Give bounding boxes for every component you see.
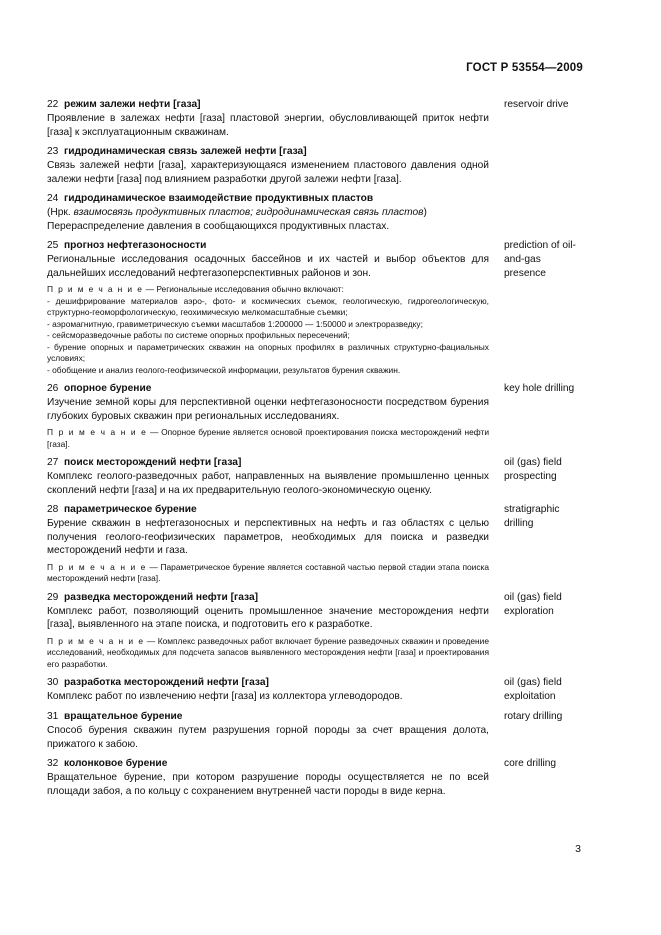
- term-definition: Проявление в залежах нефти [газа] пластовой энергии, обусловливающей приток нефти [газа] к эксплуатационным скважинам.: [47, 113, 489, 138]
- term-title: 32 колонковое бурение: [47, 758, 168, 769]
- english-equivalent: prediction of oil-and-gas presence: [504, 240, 576, 279]
- term-name: колонковое бурение: [64, 758, 168, 769]
- term-title: 25 прогноз нефтегазоносности: [47, 240, 207, 251]
- terms-list: [47, 98, 582, 804]
- term-definition: Вращательное бурение, при котором разрушение породы осуществляется не по всей площади забоя, а по кольцу с сохранением внутренней части породы в виде керна.: [47, 772, 489, 797]
- term-name: разведка месторождений нефти [газа]: [64, 591, 259, 603]
- term-name: гидродинамическая связь залежей нефти [газа]: [64, 146, 307, 157]
- term-entry-29: [47, 591, 582, 671]
- term-title: 27 поиск месторождений нефти [газа]: [47, 457, 242, 468]
- english-equivalent: oil (gas) field exploration: [504, 591, 562, 617]
- page-number: 3: [575, 843, 581, 855]
- note-line: - сейсморазведочные работы по системе опорных профильных пересечений;: [47, 330, 350, 340]
- english-equivalent: rotary drilling: [504, 711, 563, 722]
- term-entry-25: [47, 239, 582, 376]
- term-name: разработка месторождений нефти [газа]: [64, 677, 269, 688]
- term-entry-30: [47, 676, 582, 704]
- term-title: 22 режим залежи нефти [газа]: [47, 99, 201, 110]
- note-label: П р и м е ч а н и е: [47, 561, 147, 572]
- english-equivalent: key hole drilling: [504, 383, 575, 394]
- english-equivalent: [504, 192, 582, 233]
- term-entry-32: [47, 757, 582, 798]
- term-title: 24 гидродинамическое взаимодействие продуктивных пластов: [47, 193, 374, 204]
- term-name: поиск месторождений нефти [газа]: [64, 457, 242, 468]
- term-name: вращательное бурение: [64, 711, 183, 722]
- term-title: 28 параметрическое бурение: [47, 504, 197, 515]
- term-name: гидродинамическое взаимодействие продуктивных пластов: [64, 193, 374, 204]
- term-entry-28: [47, 503, 582, 585]
- note-label: П р и м е ч а н и е: [47, 284, 144, 294]
- term-entry-23: [47, 145, 582, 186]
- term-entry-22: [47, 98, 582, 139]
- term-note: П р и м е ч а н и е — Региональные исследования обычно включают: - дешифрирование материалов аэро-, фото- и космических съемок, геологическую, гидрогеологическую, структурно-геоморфологическую, геохимическую мелкомасштабные съемки; - аэромагнитную, гравиметрическую съемки масштабов 1:200000 — 1:50000 и электроразведку; - сейсморазведочные работы по системе опорных профильных пересечений; - бурение опорных и параметрических скважин на опорных профилях в различных структурно-фациальных условиях; - обобщение и анализ геолого-геофизической информации, результатов бурения скважин.: [47, 284, 489, 375]
- note-line: - аэромагнитную, гравиметрическую съемки масштабов 1:200000 — 1:50000 и электроразведку;: [47, 318, 423, 329]
- term-definition: Перераспределение давления в сообщающихся продуктивных пластах.: [47, 220, 390, 232]
- note-label: П р и м е ч а н и е: [47, 635, 145, 646]
- term-entry-31: [47, 710, 582, 751]
- note-line: - обобщение и анализ геолого-геофизической информации, результатов бурения скважин.: [47, 364, 401, 375]
- term-definition: Комплекс работ по извлечению нефти [газа] из коллектора углеводородов.: [47, 691, 403, 702]
- term-definition: Связь залежей нефти [газа], характеризующаяся изменением пластового давления одной залежи нефти [газа] под влиянием разработки другой залежи нефти [газа].: [47, 160, 489, 185]
- nonrecommended-terms: (Нрк. взаимосвязь продуктивных пластов; гидродинамическая связь пластов): [47, 207, 427, 218]
- english-equivalent: oil (gas) field prospecting: [504, 457, 562, 482]
- term-entry-26: [47, 382, 582, 450]
- english-equivalent: stratigraphic drilling: [504, 504, 560, 529]
- english-equivalent: oil (gas) field exploitation: [504, 677, 562, 702]
- english-equivalent: [504, 145, 582, 186]
- term-definition: Бурение скважин в нефтегазоносных и перспективных на нефть и газ областях с целью получения геолого-геофизических параметров, необходимых для поиска и разведки месторождений нефти и газа.: [47, 518, 489, 556]
- english-equivalent: reservoir drive: [504, 99, 569, 110]
- note-line: - бурение опорных и параметрических скважин на опорных профилях в различных структурно-фациальных условиях;: [47, 341, 489, 363]
- term-name: режим залежи нефти [газа]: [64, 99, 201, 110]
- term-definition: Региональные исследования осадочных бассейнов и их частей и выбор объектов для дальнейших исследований нефтегазоперспективных районов и зон.: [47, 254, 489, 279]
- english-equivalent: core drilling: [504, 758, 557, 769]
- term-entry-24: [47, 192, 582, 233]
- term-definition: Изучение земной коры для перспективной оценки нефтегазоносности посредством бурения глубоких буровых скважин при региональных исследованиях.: [47, 397, 489, 422]
- note-label: П р и м е ч а н и е: [47, 427, 148, 437]
- term-definition: Комплекс работ, позволяющий оценить промышленное значение месторождения нефти [газа], выявленного на этапе поиска, и подготовить его к разработке.: [47, 605, 489, 630]
- term-note: П р и м е ч а н и е — Параметрическое бурение является составной частью первой стадии этапа поиска месторождений нефти [газа].: [47, 561, 490, 583]
- term-entry-27: [47, 456, 582, 497]
- term-note: П р и м е ч а н и е — Опорное бурение является основой проектирования поиска месторождений нефти [газа].: [47, 427, 489, 449]
- term-definition: Способ бурения скважин путем разрушения горной породы за счет вращения долота, прижатого к забою.: [47, 725, 489, 750]
- term-title: 23 гидродинамическая связь залежей нефти [газа]: [47, 146, 307, 157]
- note-line: - дешифрирование материалов аэро-, фото- и космических съемок, геологическую, гидрогеологическую, структурно-геоморфологическую, геохимическую мелкомасштабные съемки;: [47, 295, 489, 317]
- term-name: опорное бурение: [64, 383, 152, 394]
- term-definition: Комплекс геолого-разведочных работ, направленных на выявление промышленно ценных скоплений нефти [газа] и на их предварительную геолого-экономическую оценку.: [47, 471, 489, 496]
- term-note: П р и м е ч а н и е — Комплекс разведочных работ включает бурение разведочных скважин и проведение исследований, необходимых для подсчета запасов выявленного месторождения нефти [газа] и проектирования его разработки.: [47, 635, 489, 669]
- term-name: параметрическое бурение: [64, 504, 197, 515]
- term-title: 26 опорное бурение: [47, 383, 152, 394]
- document-header: ГОСТ Р 53554—2009: [466, 62, 583, 74]
- term-title: 29 разведка месторождений нефти [газа]: [47, 591, 259, 603]
- term-title: 31 вращательное бурение: [47, 711, 183, 722]
- term-title: 30 разработка месторождений нефти [газа]: [47, 677, 269, 688]
- term-name: прогноз нефтегазоносности: [64, 240, 207, 251]
